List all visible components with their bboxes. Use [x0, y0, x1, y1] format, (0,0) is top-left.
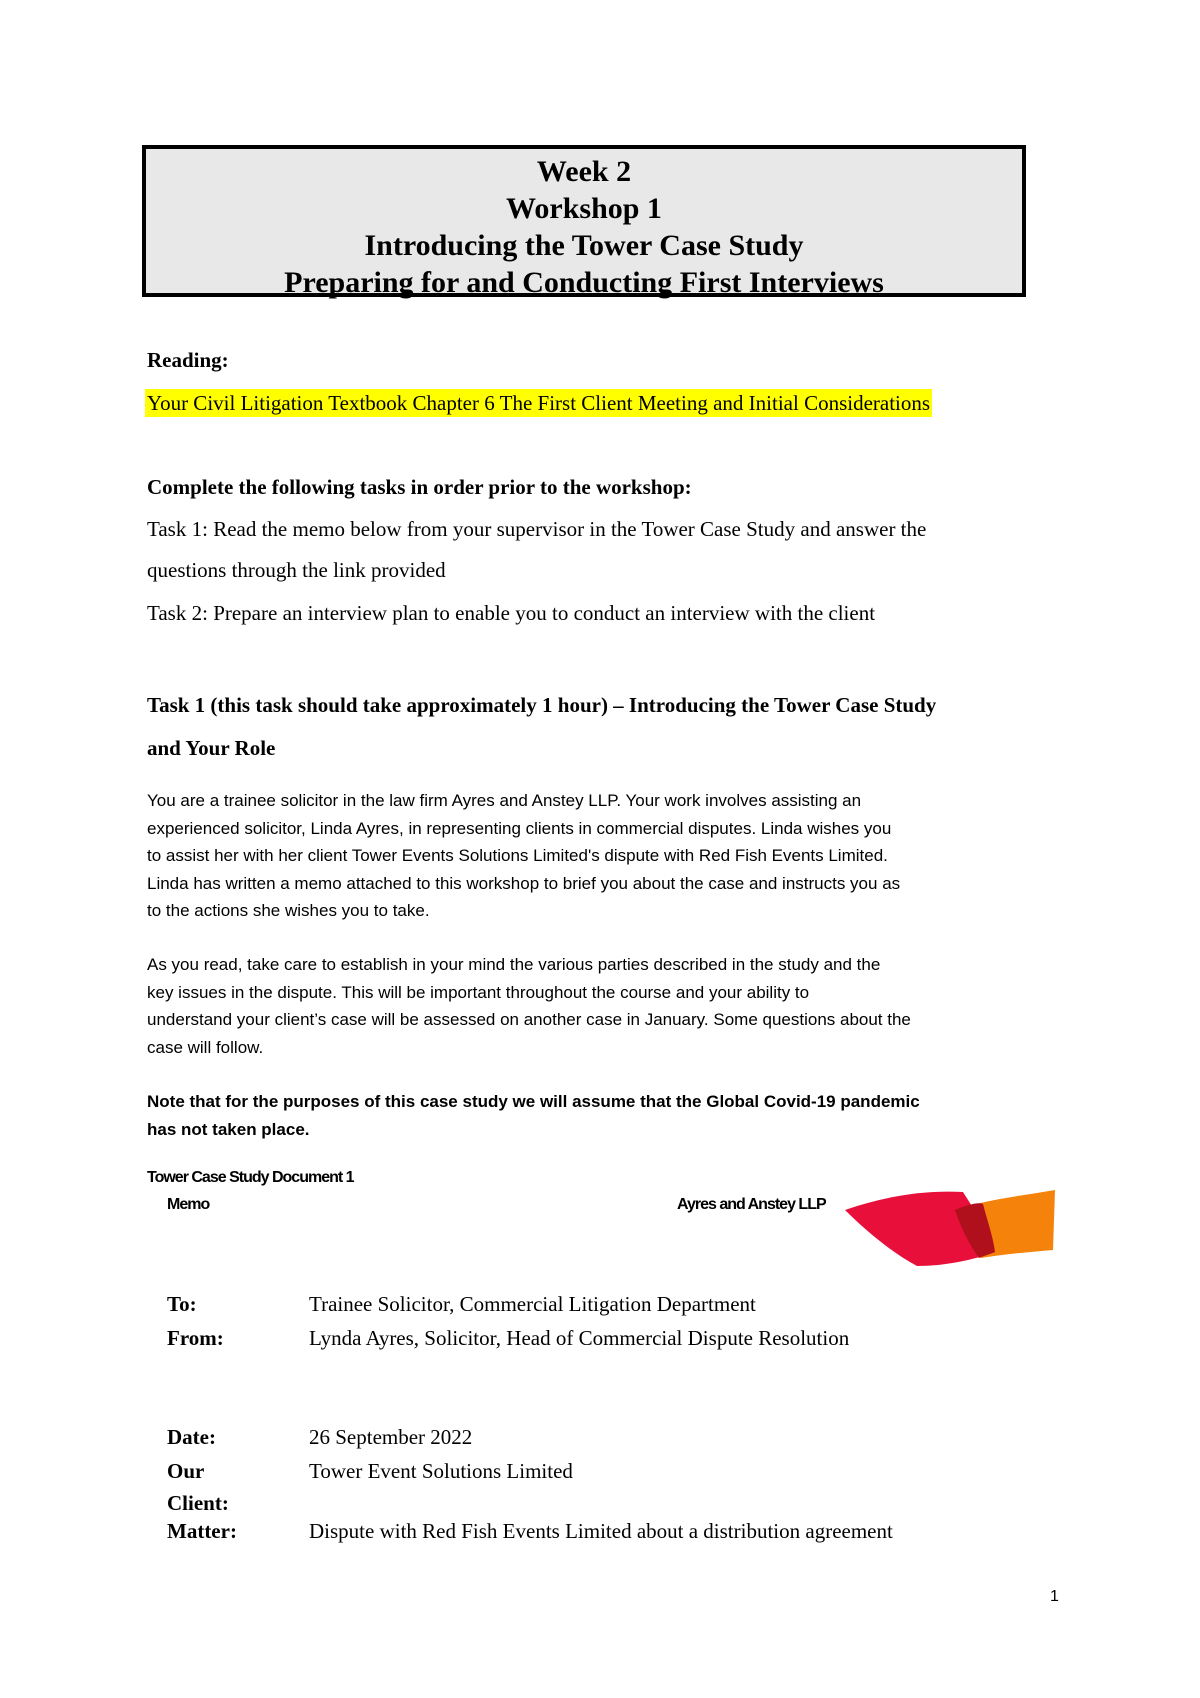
- memo-from-label: From:: [167, 1326, 224, 1350]
- task2-line: Task 2: Prepare an interview plan to enable you to conduct an interview with the client: [147, 601, 876, 625]
- note-line: has not taken place.: [147, 1119, 310, 1139]
- task1-heading-line2: and Your Role: [147, 736, 276, 760]
- note-line: Note that for the purposes of this case study we will assume that the Global Covid-19 pandemic: [147, 1092, 920, 1111]
- firm-name: Ayres and Anstey LLP: [677, 1196, 826, 1213]
- memo-date-value: 26 September 2022: [309, 1425, 473, 1449]
- firm-logo-icon: [845, 1188, 1055, 1268]
- memo-to-label: To:: [167, 1292, 197, 1316]
- memo-matter-label: Matter:: [167, 1519, 237, 1543]
- memo-from-value: Lynda Ayres, Solicitor, Head of Commercial Dispute Resolution: [309, 1326, 850, 1350]
- memo-client-label-1: Our: [167, 1459, 205, 1483]
- covid-note: [147, 1088, 1067, 1143]
- tasks-heading: Complete the following tasks in order prior to the workshop:: [147, 475, 692, 499]
- reading-guidance-paragraph: [147, 951, 1067, 1061]
- page-number: 1: [1050, 1588, 1059, 1605]
- title-week: Week 2: [536, 155, 632, 188]
- intro-line: experienced solicitor, Linda Ayres, in representing clients in commercial disputes. Linda wishes you: [147, 818, 892, 838]
- intro-line: Linda has written a memo attached to this workshop to brief you about the case and instructs you as: [147, 873, 901, 893]
- title-case-study: Introducing the Tower Case Study: [364, 229, 804, 262]
- reading-reference: Your Civil Litigation Textbook Chapter 6 The First Client Meeting and Initial Considerations: [147, 391, 931, 415]
- title-box: [142, 145, 1026, 297]
- task1-line1: Task 1: Read the memo below from your supervisor in the Tower Case Study and answer the: [147, 517, 927, 541]
- intro-line: to the actions she wishes you to take.: [147, 901, 430, 920]
- memo-client-label-2: Client:: [167, 1491, 229, 1515]
- guidance-line: key issues in the dispute. This will be important throughout the course and your ability to: [147, 982, 810, 1002]
- memo-to-value: Trainee Solicitor, Commercial Litigation Department: [309, 1292, 756, 1316]
- intro-line: to assist her with her client Tower Events Solutions Limited's dispute with Red Fish Events Limited.: [147, 846, 888, 865]
- memo-date-label: Date:: [167, 1425, 216, 1449]
- document-label: Tower Case Study Document 1: [147, 1169, 354, 1186]
- task1-line2: questions through the link provided: [147, 558, 446, 582]
- title-workshop: Workshop 1: [506, 192, 662, 225]
- memo-matter-value: Dispute with Red Fish Events Limited about a distribution agreement: [309, 1519, 893, 1543]
- guidance-line: As you read, take care to establish in your mind the various parties described in the study and the: [147, 955, 881, 974]
- memo-label: Memo: [167, 1196, 210, 1213]
- task1-heading-line1: Task 1 (this task should take approximately 1 hour) – Introducing the Tower Case Study: [147, 693, 937, 717]
- intro-paragraph: [147, 787, 1067, 925]
- guidance-line: understand your client’s case will be assessed on another case in January. Some questions about the: [147, 1010, 911, 1029]
- memo-client-value: Tower Event Solutions Limited: [309, 1459, 573, 1483]
- guidance-line: case will follow.: [147, 1037, 264, 1057]
- title-interviews: Preparing for and Conducting First Interviews: [284, 266, 884, 299]
- reading-label: Reading:: [147, 348, 229, 372]
- intro-line: You are a trainee solicitor in the law firm Ayres and Anstey LLP. Your work involves assisting an: [147, 791, 862, 810]
